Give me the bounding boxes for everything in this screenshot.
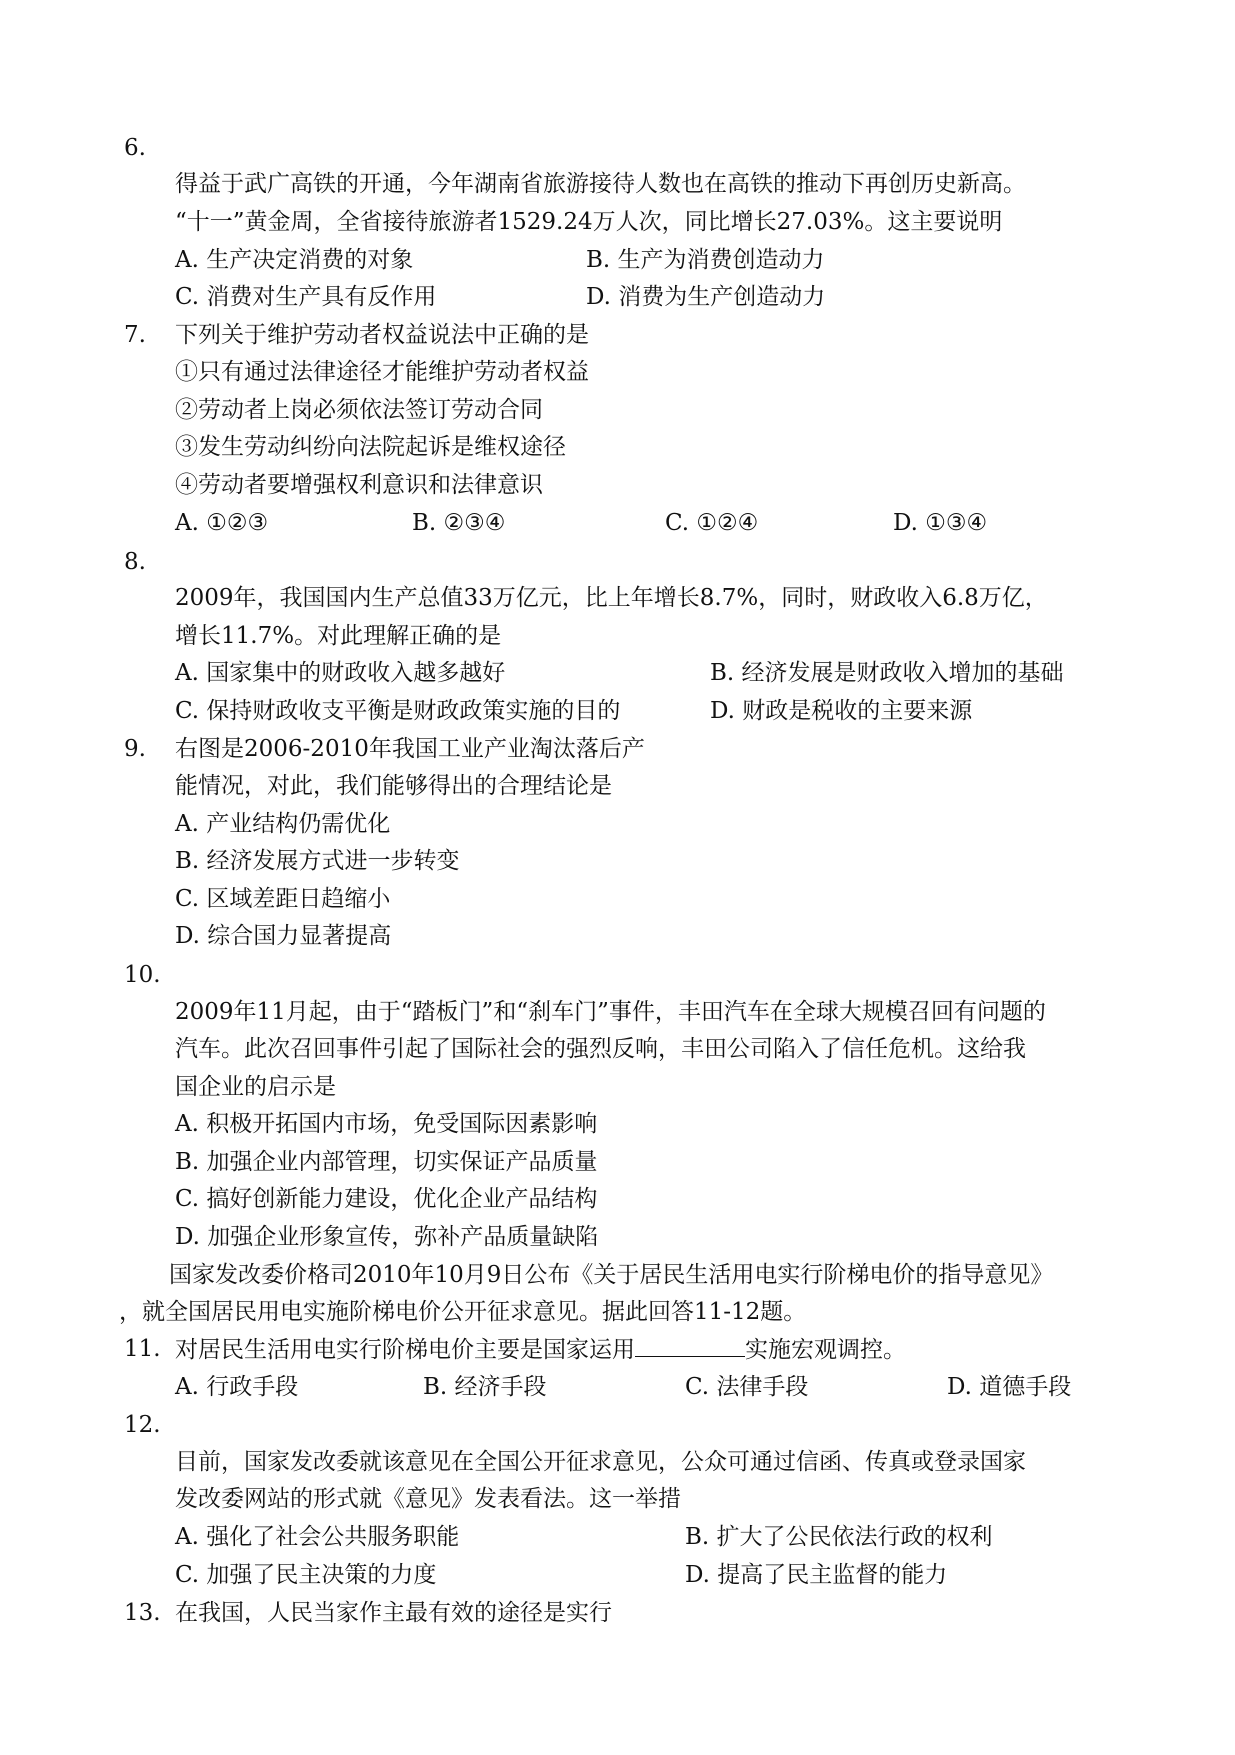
question-6-number: 6. — [124, 135, 146, 161]
question-9-number: 9. — [124, 736, 146, 762]
question-10-number: 10. — [124, 962, 161, 988]
question-11-number: 11. — [124, 1336, 161, 1362]
question-8-option-c: C. 保持财政收支平衡是财政政策实施的目的 — [175, 698, 621, 724]
question-7-option-a: A. ①②③ — [175, 510, 269, 536]
question-7-option-c: C. ①②④ — [665, 510, 759, 536]
question-7-stem: 下列关于维护劳动者权益说法中正确的是 — [175, 322, 589, 348]
question-13-stem: 在我国，人民当家作主最有效的途径是实行 — [175, 1600, 612, 1626]
question-11-option-d: D. 道德手段 — [947, 1374, 1072, 1400]
question-6-stem-line-1: 得益于武广高铁的开通，今年湖南省旅游接待人数也在高铁的推动下再创历史新高。 — [175, 171, 1026, 197]
question-11-option-a: A. 行政手段 — [175, 1374, 299, 1400]
question-7-number: 7. — [124, 322, 146, 348]
question-7-item-2: ②劳动者上岗必须依法签订劳动合同 — [175, 397, 543, 423]
question-12-stem-line-2: 发改委网站的形式就《意见》发表看法。这一举措 — [175, 1486, 681, 1512]
material-line-1: 国家发改委价格司2010年10月9日公布《关于居民生活用电实行阶梯电价的指导意见》 — [169, 1262, 1054, 1288]
question-10-option-b: B. 加强企业内部管理，切实保证产品质量 — [175, 1149, 598, 1175]
question-9-option-b: B. 经济发展方式进一步转变 — [175, 848, 460, 874]
question-10-option-a: A. 积极开拓国内市场，免受国际因素影响 — [175, 1111, 598, 1137]
question-12-option-b: B. 扩大了公民依法行政的权利 — [685, 1524, 993, 1550]
question-6-option-a: A. 生产决定消费的对象 — [175, 247, 414, 273]
question-7-option-d: D. ①③④ — [893, 510, 988, 536]
question-7-option-b: B. ②③④ — [412, 510, 506, 536]
question-9-stem-line-2: 能情况，对此，我们能够得出的合理结论是 — [175, 773, 612, 799]
question-6-stem-line-2: “十一”黄金周，全省接待旅游者1529.24万人次，同比增长27.03%。这主要说明 — [175, 209, 1003, 235]
question-10-option-c: C. 搞好创新能力建设，优化企业产品结构 — [175, 1186, 598, 1212]
question-10-stem-line-3: 国企业的启示是 — [175, 1074, 336, 1100]
question-10-stem-line-2: 汽车。此次召回事件引起了国际社会的强烈反响，丰田公司陷入了信任危机。这给我 — [175, 1036, 1026, 1062]
question-9-option-a: A. 产业结构仍需优化 — [175, 811, 391, 837]
question-9-option-c: C. 区域差距日趋缩小 — [175, 886, 391, 912]
question-9-option-d: D. 综合国力显著提高 — [175, 923, 392, 949]
question-8-option-b: B. 经济发展是财政收入增加的基础 — [710, 660, 1064, 686]
question-11-stem-after: 实施宏观调控。 — [745, 1337, 906, 1363]
question-7-item-3: ③发生劳动纠纷向法院起诉是维权途径 — [175, 434, 566, 460]
question-7-item-1: ①只有通过法律途径才能维护劳动者权益 — [175, 359, 589, 385]
question-6-option-c: C. 消费对生产具有反作用 — [175, 284, 437, 310]
question-9-stem-line-1: 右图是2006-2010年我国工业产业淘汰落后产 — [175, 736, 645, 762]
question-10-option-d: D. 加强企业形象宣传，弥补产品质量缺陷 — [175, 1224, 599, 1250]
question-11-stem-before: 对居民生活用电实行阶梯电价主要是国家运用 — [175, 1337, 635, 1363]
question-11-stem — [175, 1334, 906, 1365]
question-11-option-b: B. 经济手段 — [423, 1374, 547, 1400]
question-10-stem-line-1: 2009年11月起，由于“踏板门”和“刹车门”事件，丰田汽车在全球大规模召回有问题的 — [175, 999, 1046, 1025]
question-6-option-d: D. 消费为生产创造动力 — [586, 284, 826, 310]
question-12-option-a: A. 强化了社会公共服务职能 — [175, 1524, 460, 1550]
question-8-number: 8. — [124, 549, 146, 575]
question-12-stem-line-1: 目前，国家发改委就该意见在全国公开征求意见，公众可通过信函、传真或登录国家 — [175, 1449, 1026, 1475]
question-8-option-a: A. 国家集中的财政收入越多越好 — [175, 660, 506, 686]
question-12-number: 12. — [124, 1412, 161, 1438]
question-12-option-d: D. 提高了民主监督的能力 — [685, 1562, 948, 1588]
question-8-stem-line-2: 增长11.7%。对此理解正确的是 — [175, 623, 502, 649]
question-13-number: 13. — [124, 1600, 161, 1626]
question-8-option-d: D. 财政是税收的主要来源 — [710, 698, 973, 724]
question-6-option-b: B. 生产为消费创造动力 — [586, 247, 825, 273]
question-11-option-c: C. 法律手段 — [685, 1374, 809, 1400]
answer-blank — [635, 1334, 745, 1357]
question-7-item-4: ④劳动者要增强权利意识和法律意识 — [175, 472, 543, 498]
question-12-option-c: C. 加强了民主决策的力度 — [175, 1562, 437, 1588]
material-line-2: ，就全国居民用电实施阶梯电价公开征求意见。据此回答11-12题。 — [119, 1299, 807, 1325]
question-8-stem-line-1: 2009年，我国国内生产总值33万亿元，比上年增长8.7%，同时，财政收入6.8万亿， — [175, 585, 1048, 611]
